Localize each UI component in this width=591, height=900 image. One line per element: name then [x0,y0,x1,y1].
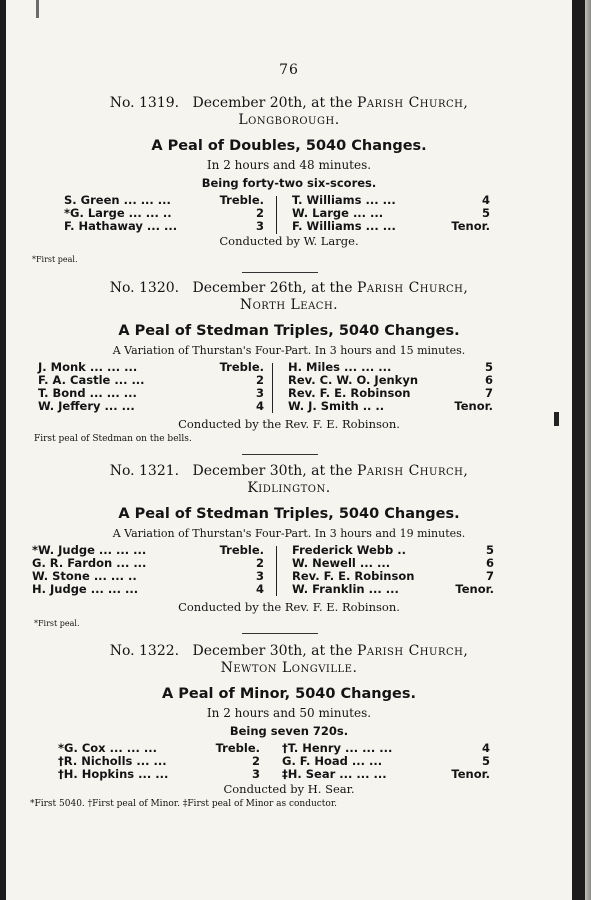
peal-number: No. 1321. [109,463,180,479]
peal-location: North Leach. [239,297,339,313]
column-divider [276,196,277,234]
peal-title: A Peal of Stedman Triples, 5040 Changes. [118,323,460,339]
bell-number: 7 [484,386,493,400]
ringer-name: †H. Hopkins [58,767,135,781]
ringer-row: W. Jeffery ... ... 4 [38,399,264,413]
ringer-row: H. Judge ... ... ... 4 [32,582,264,596]
place-label: Parish Church, [356,95,469,111]
ringer-name: J. Monk [38,360,86,374]
ringer-name: H. Miles [288,360,340,374]
ringer-row: F. Hathaway ... ... 3 [64,219,264,233]
peal-number: No. 1322. [109,643,180,659]
ringer-name: †T. Henry [282,741,341,755]
column-divider [276,546,277,596]
bell-number: 2 [255,556,264,570]
bell-number: 3 [255,219,264,233]
ringer-name: T. Bond [38,386,86,400]
bell-number: Tenor. [451,767,490,781]
peal-number: No. 1320. [109,280,180,296]
ringer-row: G. R. Fardon ... ... 2 [32,556,264,570]
page-number: 76 [279,62,299,78]
bell-number: 7 [485,569,494,583]
ringer-name: Frederick Webb [292,543,394,557]
ringer-name: *W. Judge [32,543,95,557]
ringers-table [6,361,572,415]
peal-number: No. 1319. [109,95,180,111]
peal-entry-1322 [6,643,572,810]
peal-time: In 2 hours and 50 minutes. [206,706,372,720]
peal-title: A Peal of Stedman Triples, 5040 Changes. [118,506,460,522]
ringer-row: W. Large ... ... 5 [292,206,490,220]
ringer-name: H. Judge [32,582,87,596]
ringer-name: G. R. Fardon [32,556,113,570]
ringer-row: †R. Nicholls ... ... 2 [58,754,260,768]
bell-number: 2 [255,373,264,387]
book-page [6,0,572,900]
bell-number: 4 [481,193,490,207]
conductor-line: Conducted by H. Sear. [223,782,355,796]
peal-location: Kidlington. [247,480,331,496]
page-margin-mark [554,412,559,426]
ringers-right-column [292,194,490,233]
section-rule [242,272,318,273]
ringer-row: F. Williams ... ... Tenor. [292,219,490,233]
bell-number: Tenor. [454,399,493,413]
peal-date: December 20th, at the [192,95,353,111]
ringer-name: W. Newell [292,556,356,570]
ringers-left-column [38,361,264,413]
column-divider [272,363,273,413]
peal-date: December 30th, at the [192,643,353,659]
ringer-row: †H. Hopkins ... ... 3 [58,767,260,781]
bell-number: Tenor. [455,582,494,596]
peal-location: Newton Longville. [220,660,358,676]
conductor-line: Conducted by the Rev. F. E. Robinson. [178,600,400,614]
ringer-name: *G. Large [64,206,125,220]
ringers-right-column [282,742,490,781]
ringer-name: F. Williams [292,219,362,233]
ringer-name: *G. Cox [58,741,106,755]
ringer-name: Rev. F. E. Robinson [288,386,411,400]
ringers-table [6,544,572,598]
footnote: First peal of Stedman on the bells. [34,434,192,444]
peal-variation: A Variation of Thurstan's Four-Part. In 3 hours and 19 minutes. [112,527,466,540]
ringer-row: *W. Judge ... ... ... Treble. [32,543,264,557]
bell-number: Treble. [219,543,264,557]
bell-number: 6 [485,556,494,570]
ringer-row: T. Bond ... ... ... 3 [38,386,264,400]
peal-title: A Peal of Doubles, 5040 Changes. [151,138,427,154]
ringer-row: G. F. Hoad ... ... 5 [282,754,490,768]
ringer-name: W. Jeffery [38,399,101,413]
peal-time: In 2 hours and 48 minutes. [206,158,372,172]
peal-title: A Peal of Minor, 5040 Changes. [162,686,416,702]
bell-number: Treble. [219,360,264,374]
peal-date: December 30th, at the [192,463,353,479]
ringer-name: Rev. F. E. Robinson [292,569,415,583]
bell-number: Tenor. [451,219,490,233]
peal-extra: Being forty-two six-scores. [201,176,377,190]
ringers-table [6,194,572,234]
ringer-name: †R. Nicholls [58,754,133,768]
bell-number: Treble. [215,741,260,755]
bell-number: Treble. [219,193,264,207]
peal-variation: A Variation of Thurstan's Four-Part. In 3 hours and 15 minutes. [112,344,466,357]
ringer-row: *G. Large ... ... .. 2 [64,206,264,220]
ringers-left-column [58,742,260,781]
ringer-row: *G. Cox ... ... ... Treble. [58,741,260,755]
ringer-row: J. Monk ... ... ... Treble. [38,360,264,374]
peal-extra: Being seven 720s. [229,724,349,738]
bell-number: 5 [485,543,494,557]
footnote: *First peal. [34,619,80,628]
bell-number: 4 [255,582,264,596]
ringers-table [6,742,572,782]
page-edge-shadow [585,0,591,900]
place-label: Parish Church, [356,280,469,296]
bell-number: 5 [481,754,490,768]
ringers-left-column [32,544,264,596]
peal-entry-1320 [6,280,572,445]
ringer-name: W. J. Smith [288,399,359,413]
bell-number: 5 [481,206,490,220]
ringer-name: T. Williams [292,193,362,207]
ringer-row: S. Green ... ... ... Treble. [64,193,264,207]
ringers-right-column [288,361,493,413]
ringers-right-column [292,544,494,596]
footnote: *First 5040. †First peal of Minor. ‡First peal of Minor as conductor. [30,799,338,809]
ringer-row: F. A. Castle ... ... 2 [38,373,264,387]
bell-number: 3 [251,767,260,781]
ringer-row: ‡H. Sear ... ... ... Tenor. [282,767,490,781]
ringer-name: F. Hathaway [64,219,143,233]
peal-location: Longborough. [238,112,340,128]
ringer-name: F. A. Castle [38,373,111,387]
ringer-row: Frederick Webb .. 5 [292,543,494,557]
bell-number: 3 [255,386,264,400]
peal-date: December 26th, at the [192,280,353,296]
ringer-row: T. Williams ... ... 4 [292,193,490,207]
bell-number: 4 [255,399,264,413]
ringer-name: W. Franklin [292,582,365,596]
peal-entry-1321 [6,463,572,629]
place-label: Parish Church, [356,463,469,479]
page-edge-mark [36,0,39,18]
ringer-row: H. Miles ... ... ... 5 [288,360,493,374]
bell-number: 2 [255,206,264,220]
ringer-row: †T. Henry ... ... ... 4 [282,741,490,755]
ringers-left-column [64,194,264,233]
ringer-name: W. Large [292,206,349,220]
ringer-name: Rev. C. W. O. Jenkyn [288,373,419,387]
place-label: Parish Church, [356,643,469,659]
ringer-name: G. F. Hoad [282,754,348,768]
section-rule [242,454,318,455]
ringer-row: W. Stone ... ... .. 3 [32,569,264,583]
ringer-name: ‡H. Sear [282,767,336,781]
ringer-row: W. J. Smith .. .. Tenor. [288,399,493,413]
ringer-name: W. Stone [32,569,90,583]
bell-number: 5 [484,360,493,374]
bell-number: 4 [481,741,490,755]
conductor-line: Conducted by W. Large. [219,234,359,248]
bell-number: 3 [255,569,264,583]
bell-number: 2 [251,754,260,768]
ringer-row: W. Newell ... ... 6 [292,556,494,570]
peal-entry-1319 [6,95,572,265]
conductor-line: Conducted by the Rev. F. E. Robinson. [178,417,400,431]
footnote: *First peal. [32,255,78,264]
ringer-name: S. Green [64,193,120,207]
bell-number: 6 [484,373,493,387]
ringer-row: W. Franklin ... ... Tenor. [292,582,494,596]
section-rule [242,633,318,634]
